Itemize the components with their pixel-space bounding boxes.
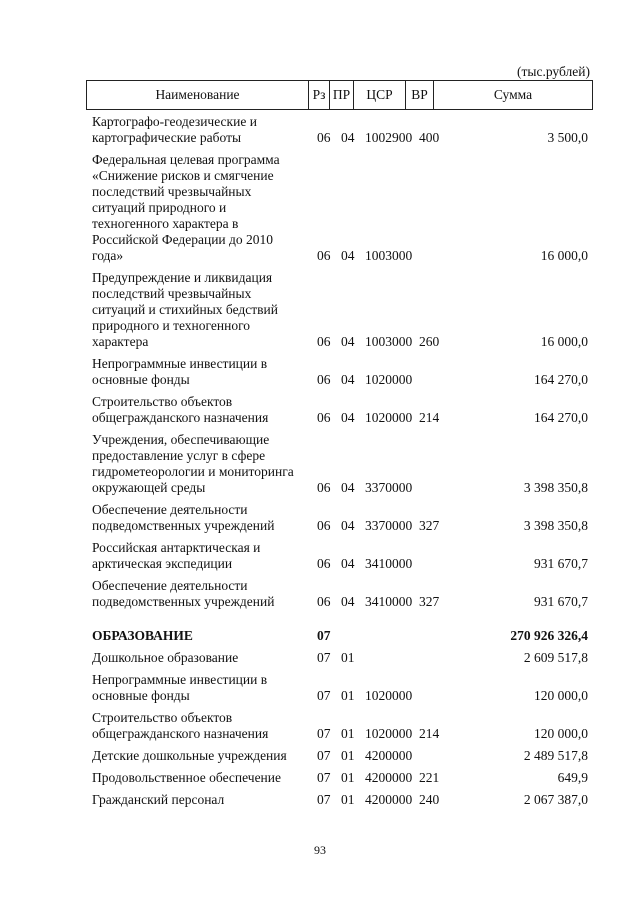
- row-csr: 3410000: [365, 594, 413, 609]
- row-name: Гражданский персонал: [92, 792, 225, 807]
- row-rz: 06: [317, 480, 331, 495]
- row-sum: 931 670,7: [534, 556, 588, 571]
- row-sum: 649,9: [557, 770, 588, 785]
- row-name: Непрограммные инвестиции в основные фонды: [92, 672, 268, 703]
- row-name: Обеспечение деятельности подведомственных учреждений: [92, 502, 275, 533]
- row-rz: 07: [317, 770, 331, 785]
- row-rz: 06: [317, 556, 331, 571]
- row-rz: 06: [317, 130, 331, 145]
- row-csr: 1020000: [365, 372, 413, 387]
- row-rz: 07: [317, 650, 331, 665]
- table-body: [0, 114, 640, 808]
- row-rz: 06: [317, 248, 331, 263]
- row-csr: 4200000: [365, 770, 413, 785]
- column-header-rz: Рз: [309, 81, 330, 109]
- table-header: [86, 80, 593, 110]
- row-vr: 260: [419, 334, 440, 349]
- row-sum: 2 067 387,0: [523, 792, 588, 807]
- row-sum: 16 000,0: [540, 334, 588, 349]
- row-csr: 1002900: [365, 130, 413, 145]
- row-pr: 01: [341, 770, 355, 785]
- row-vr: 214: [419, 726, 440, 741]
- row-pr: 04: [341, 556, 355, 571]
- row-sum: 164 270,0: [534, 410, 588, 425]
- row-sum: 3 500,0: [547, 130, 588, 145]
- table-row: [0, 152, 640, 264]
- row-name: Дошкольное образование: [92, 650, 239, 665]
- row-sum: 164 270,0: [534, 372, 588, 387]
- row-name: Учреждения, обеспечивающие предоставление услуг в сфере гидрометеорологии и мониторинга окружающей среды: [92, 432, 294, 495]
- row-name: Федеральная целевая программа «Снижение рисков и смягчение последствий чрезвычайных ситуаций природного и техногенного характера в Российской Федерации до 2010 года»: [92, 152, 280, 263]
- row-vr: 327: [419, 594, 440, 609]
- row-csr: 1003000: [365, 248, 413, 263]
- column-header-name: Наименование: [87, 81, 309, 109]
- page-number: 93: [314, 843, 326, 857]
- row-pr: 04: [341, 518, 355, 533]
- row-name: Обеспечение деятельности подведомственных учреждений: [92, 578, 275, 609]
- row-csr: 1020000: [365, 726, 413, 741]
- row-rz: 06: [317, 334, 331, 349]
- row-vr: 400: [419, 130, 440, 145]
- table-row: [0, 628, 640, 644]
- row-name: Детские дошкольные учреждения: [92, 748, 287, 763]
- table-row: [0, 394, 640, 426]
- row-pr: 04: [341, 594, 355, 609]
- table-row: [0, 792, 640, 808]
- row-sum: 3 398 350,8: [523, 480, 588, 495]
- row-rz: 07: [317, 726, 331, 741]
- table-row: [0, 770, 640, 786]
- row-name: Российская антарктическая и арктическая экспедиции: [92, 540, 261, 571]
- row-rz: 07: [317, 748, 331, 763]
- row-rz: 06: [317, 372, 331, 387]
- row-sum: 120 000,0: [534, 688, 588, 703]
- table-row: [0, 502, 640, 534]
- row-rz: 06: [317, 594, 331, 609]
- row-sum: 16 000,0: [540, 248, 588, 263]
- row-sum: 2 609 517,8: [523, 650, 588, 665]
- row-sum: 2 489 517,8: [523, 748, 588, 763]
- row-pr: 04: [341, 480, 355, 495]
- row-csr: 4200000: [365, 748, 413, 763]
- row-sum: 3 398 350,8: [523, 518, 588, 533]
- table-row: [0, 650, 640, 666]
- row-name: Предупреждение и ликвидация последствий чрезвычайных ситуаций и стихийных бедствий природного и техногенного характера: [92, 270, 278, 349]
- row-rz: 07: [317, 628, 331, 643]
- table-row: [0, 432, 640, 496]
- row-csr: 3370000: [365, 518, 413, 533]
- row-pr: 04: [341, 410, 355, 425]
- row-sum: 931 670,7: [534, 594, 588, 609]
- row-csr: 3410000: [365, 556, 413, 571]
- table-row: [0, 540, 640, 572]
- row-csr: 3370000: [365, 480, 413, 495]
- table-row: [0, 270, 640, 350]
- row-pr: 01: [341, 748, 355, 763]
- row-pr: 01: [341, 650, 355, 665]
- row-name: Строительство объектов общегражданского назначения: [92, 710, 269, 741]
- row-pr: 04: [341, 372, 355, 387]
- table-row: [0, 710, 640, 742]
- row-vr: 214: [419, 410, 440, 425]
- column-header-sum: Сумма: [493, 87, 533, 102]
- row-rz: 06: [317, 518, 331, 533]
- row-pr: 01: [341, 792, 355, 807]
- column-header-pr: ПР: [330, 81, 354, 109]
- row-rz: 07: [317, 688, 331, 703]
- row-name: Строительство объектов общегражданского назначения: [92, 394, 269, 425]
- column-header-vr: ВР: [406, 81, 434, 109]
- row-vr: 221: [419, 770, 440, 785]
- table-row: [0, 578, 640, 610]
- row-name: Картографо-геодезические и картографические работы: [92, 114, 257, 145]
- table-row: [0, 748, 640, 764]
- table-row: [0, 356, 640, 388]
- row-rz: 07: [317, 792, 331, 807]
- row-csr: 1020000: [365, 410, 413, 425]
- row-pr: 04: [341, 248, 355, 263]
- row-csr: 4200000: [365, 792, 413, 807]
- table-row: [0, 114, 640, 146]
- row-pr: 04: [341, 130, 355, 145]
- row-name: ОБРАЗОВАНИЕ: [92, 628, 193, 643]
- row-rz: 06: [317, 410, 331, 425]
- row-sum: 120 000,0: [534, 726, 588, 741]
- table-row: [0, 672, 640, 704]
- row-pr: 01: [341, 726, 355, 741]
- units-label: (тыс.рублей): [517, 64, 590, 79]
- row-csr: 1020000: [365, 688, 413, 703]
- row-csr: 1003000: [365, 334, 413, 349]
- row-name: Продовольственное обеспечение: [92, 770, 281, 785]
- row-sum: 270 926 326,4: [510, 628, 588, 643]
- row-pr: 01: [341, 688, 355, 703]
- row-name: Непрограммные инвестиции в основные фонды: [92, 356, 268, 387]
- row-pr: 04: [341, 334, 355, 349]
- row-vr: 240: [419, 792, 440, 807]
- column-header-csr: ЦСР: [354, 81, 406, 109]
- row-vr: 327: [419, 518, 440, 533]
